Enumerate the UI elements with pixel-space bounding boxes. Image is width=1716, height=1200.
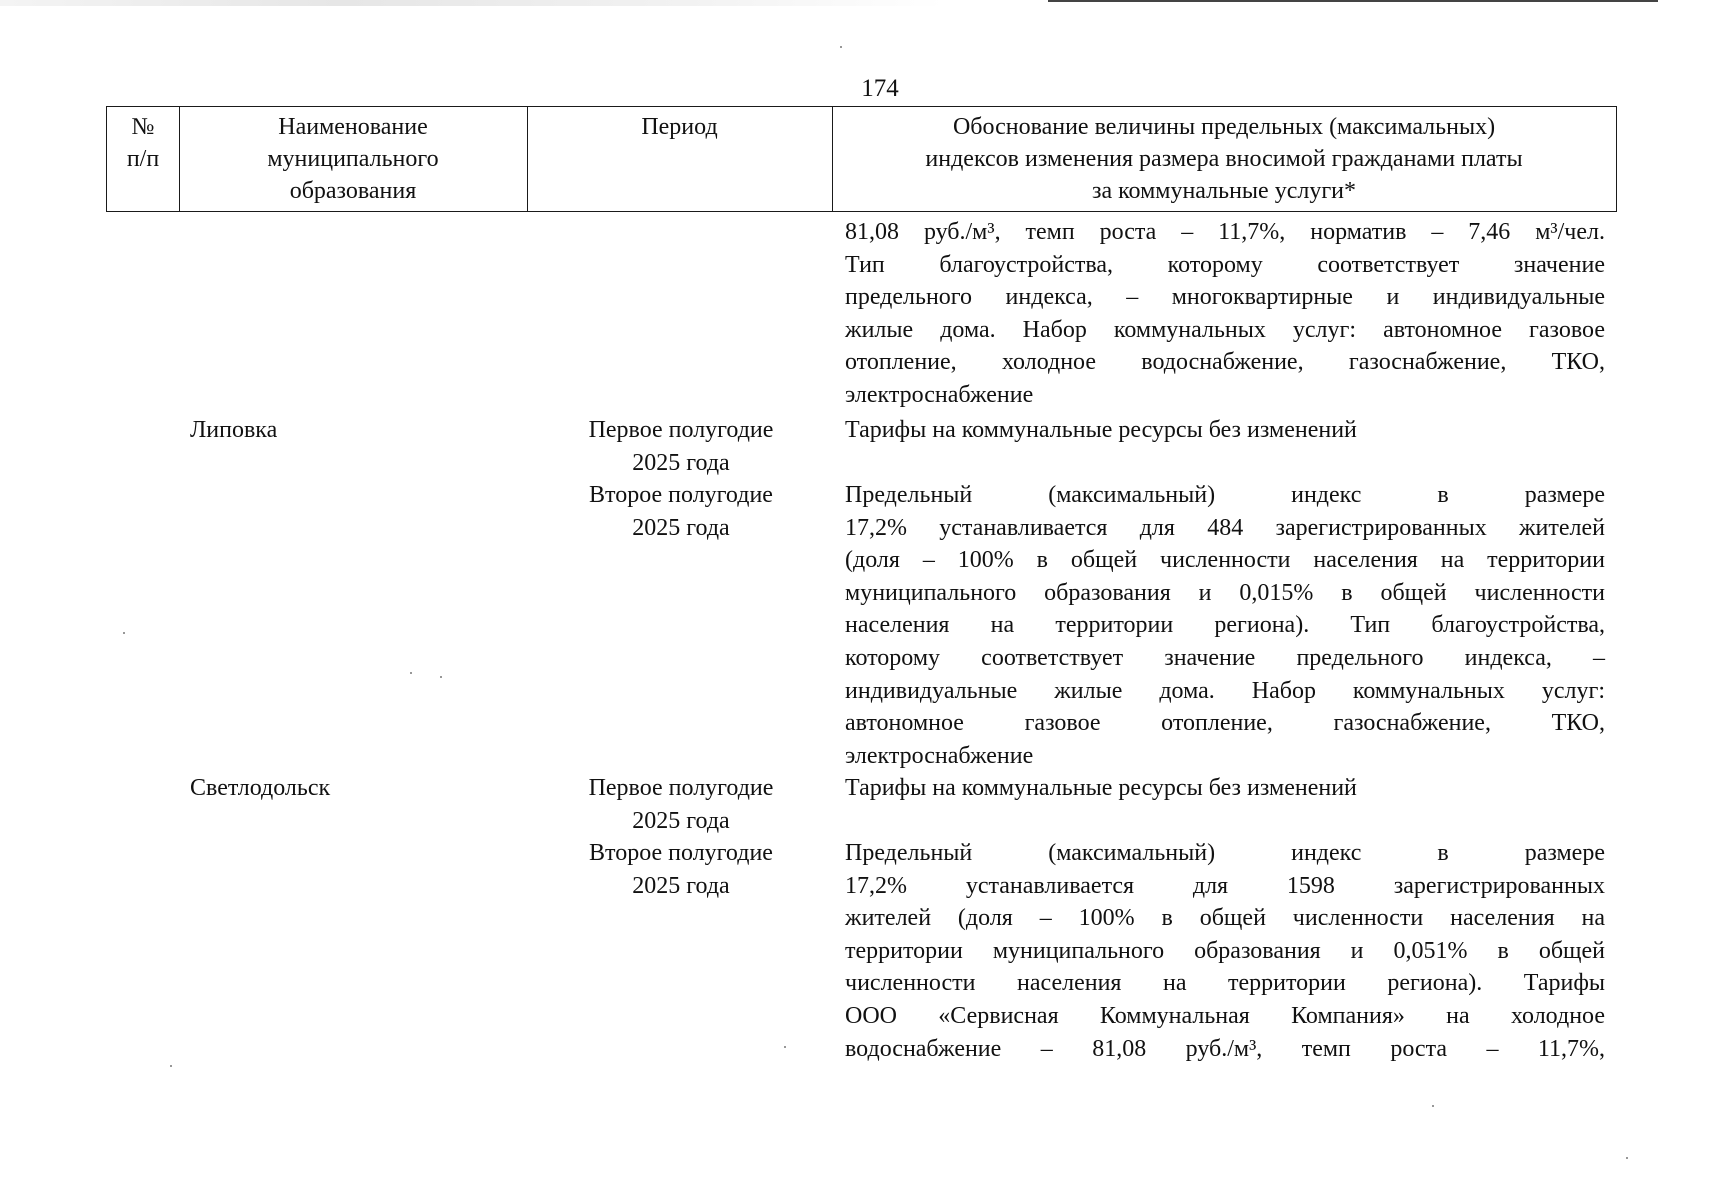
text-line: 17,2% устанавливается для 1598 зарегистрированных — [845, 872, 1605, 899]
scan-border-line — [1048, 0, 1658, 2]
text-line: жителей (доля – 100% в общей численности населения на — [845, 905, 1605, 932]
text-line: численности населения на территории региона). Тарифы — [845, 970, 1605, 997]
basis-text — [845, 414, 1605, 447]
header-municipality: Наименование муниципального образования — [267, 114, 439, 204]
basis-text — [845, 479, 1605, 772]
text-line: 81,08 руб./м³, темп роста – 11,7%, норматив – 7,46 м³/чел. — [845, 219, 1605, 245]
text-line: ООО «Сервисная Коммунальная Компания» на холодное — [845, 1002, 1605, 1029]
text-line: жилые дома. Набор коммунальных услуг: автономное газовое — [845, 316, 1605, 343]
municipality-name: Светлодольск — [190, 775, 331, 801]
municipality-name: Липовка — [190, 417, 278, 443]
page-number: 174 — [861, 75, 899, 102]
period-label: Первое полугодие 2025 года — [588, 775, 774, 834]
text-line: Тарифы на коммунальные ресурсы без изменений — [845, 775, 1357, 801]
scan-speck — [410, 672, 412, 674]
scan-speck — [784, 1046, 786, 1048]
text-line: отопление, холодное водоснабжение, газоснабжение, ТКО, — [845, 349, 1605, 376]
text-line: электроснабжение — [845, 381, 1034, 408]
text-line: автономное газовое отопление, газоснабжение, ТКО, — [845, 710, 1605, 737]
table-header — [106, 106, 1617, 212]
header-basis: Обоснование величины предельных (максимальных) индексов изменения размера вносимой гражданами платы за коммунальные услуги* — [925, 114, 1523, 204]
text-line: Предельный (максимальный) индекс в размере — [845, 840, 1605, 866]
scan-speck — [840, 46, 842, 48]
scan-speck — [440, 676, 442, 678]
text-line: индивидуальные жилые дома. Набор коммунальных услуг: — [845, 677, 1605, 704]
text-line: Предельный (максимальный) индекс в размере — [845, 482, 1605, 508]
header-number: № п/п — [126, 114, 160, 172]
period-label: Первое полугодие 2025 года — [588, 417, 774, 476]
text-line: 17,2% устанавливается для 484 зарегистрированных жителей — [845, 514, 1605, 541]
text-line: Тарифы на коммунальные ресурсы без изменений — [845, 417, 1357, 443]
text-line: муниципального образования и 0,015% в общей численности — [845, 579, 1605, 606]
header-period: Период — [641, 114, 718, 140]
scan-speck — [1432, 1105, 1434, 1107]
basis-text — [845, 837, 1605, 1065]
text-line: Тип благоустройства, которому соответствует значение — [845, 251, 1605, 278]
scan-speck — [123, 632, 125, 634]
scan-speck — [170, 1065, 172, 1067]
text-line: населения на территории региона). Тип благоустройства, — [845, 612, 1605, 639]
text-line: которому соответствует значение предельного индекса, – — [845, 644, 1605, 671]
text-line: электроснабжение — [845, 742, 1034, 769]
period-label: Второе полугодие 2025 года — [589, 482, 773, 541]
period-label: Второе полугодие 2025 года — [589, 840, 773, 899]
text-line: предельного индекса, – многоквартирные и индивидуальные — [845, 284, 1605, 311]
scan-speck — [1626, 1157, 1628, 1159]
text-line: (доля – 100% в общей численности населения на территории — [845, 547, 1605, 574]
text-line: водоснабжение – 81,08 руб./м³, темп роста – 11,7%, — [845, 1035, 1605, 1062]
continuation-text — [845, 216, 1605, 412]
basis-text — [845, 772, 1605, 805]
text-line: территории муниципального образования и 0,051% в общей — [845, 937, 1605, 964]
